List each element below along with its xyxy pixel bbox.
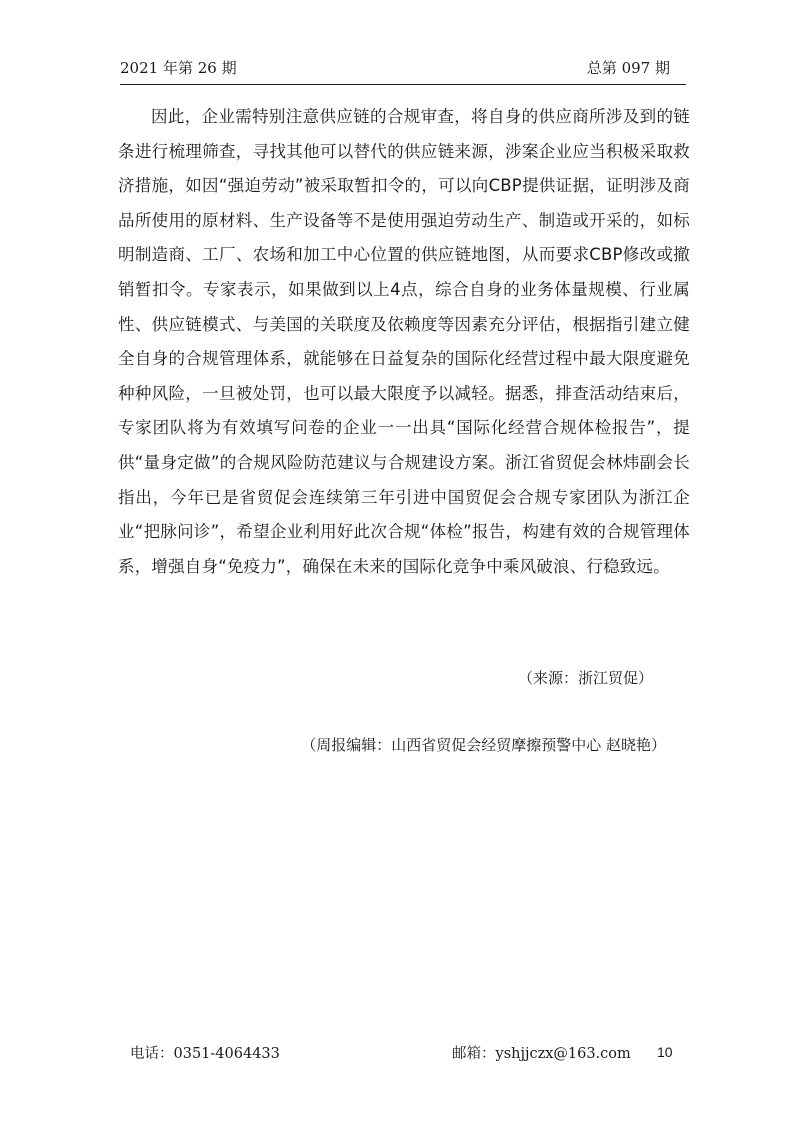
article-paragraph: 因此，企业需特别注意供应链的合规审查，将自身的供应商所涉及到的链条进行梳理筛查，寻找其他可以替代的供应链来源，涉案企业应当积极采取救济措施，如因“强迫劳动”被采取暂扣令的，可以向CBP提供证据，证明涉及商品所使用的原材料、生产设备等不是使用强迫劳动生产、制造或开采的，如标明制造商、工厂、农场和加工中心位置的供应链地图，从而要求CBP修改或撤销暂扣令。专家表示，如果做到以上4点，综合自身的业务体量规模、行业属性、供应链模式、与美国的关联度及依赖度等因素充分评估，根据指引建立健全自身的合规管理体系，就能够在日益复杂的国际化经营过程中最大限度避免种种风险，一旦被处罚，也可以最大限度予以减轻。据悉，排查活动结束后，专家团队将为有效填写问卷的企业一一出具“国际化经营合规体检报告”，提供“量身定做”的合规风险防范建议与合规建设方案。浙江省贸促会林炜副会长指出，今年已是省贸促会连续第三年引进中国贸促会合规专家团队为浙江企业“把脉问诊”，希望企业利用好此次合规“体检”报告，构建有效的合规管理体系，增强自身“免疫力”，确保在未来的国际化竞争中乘风破浪、行稳致远。 [118, 107, 690, 576]
footer-email: 邮箱：yshjjczx@163.com [452, 1046, 631, 1062]
article-source: （来源：浙江贸促） [517, 669, 653, 687]
issue-number: 2021 年第 26 期 [120, 59, 237, 77]
page-number: 10 [657, 1044, 673, 1060]
editor-credit: （周报编辑：山西省贸促会经贸摩擦预警中心 赵晓艳） [301, 736, 666, 754]
footer-phone: 电话：0351-4064433 [130, 1046, 280, 1062]
page-header [120, 58, 686, 85]
total-issue-number: 总第 097 期 [586, 59, 670, 77]
